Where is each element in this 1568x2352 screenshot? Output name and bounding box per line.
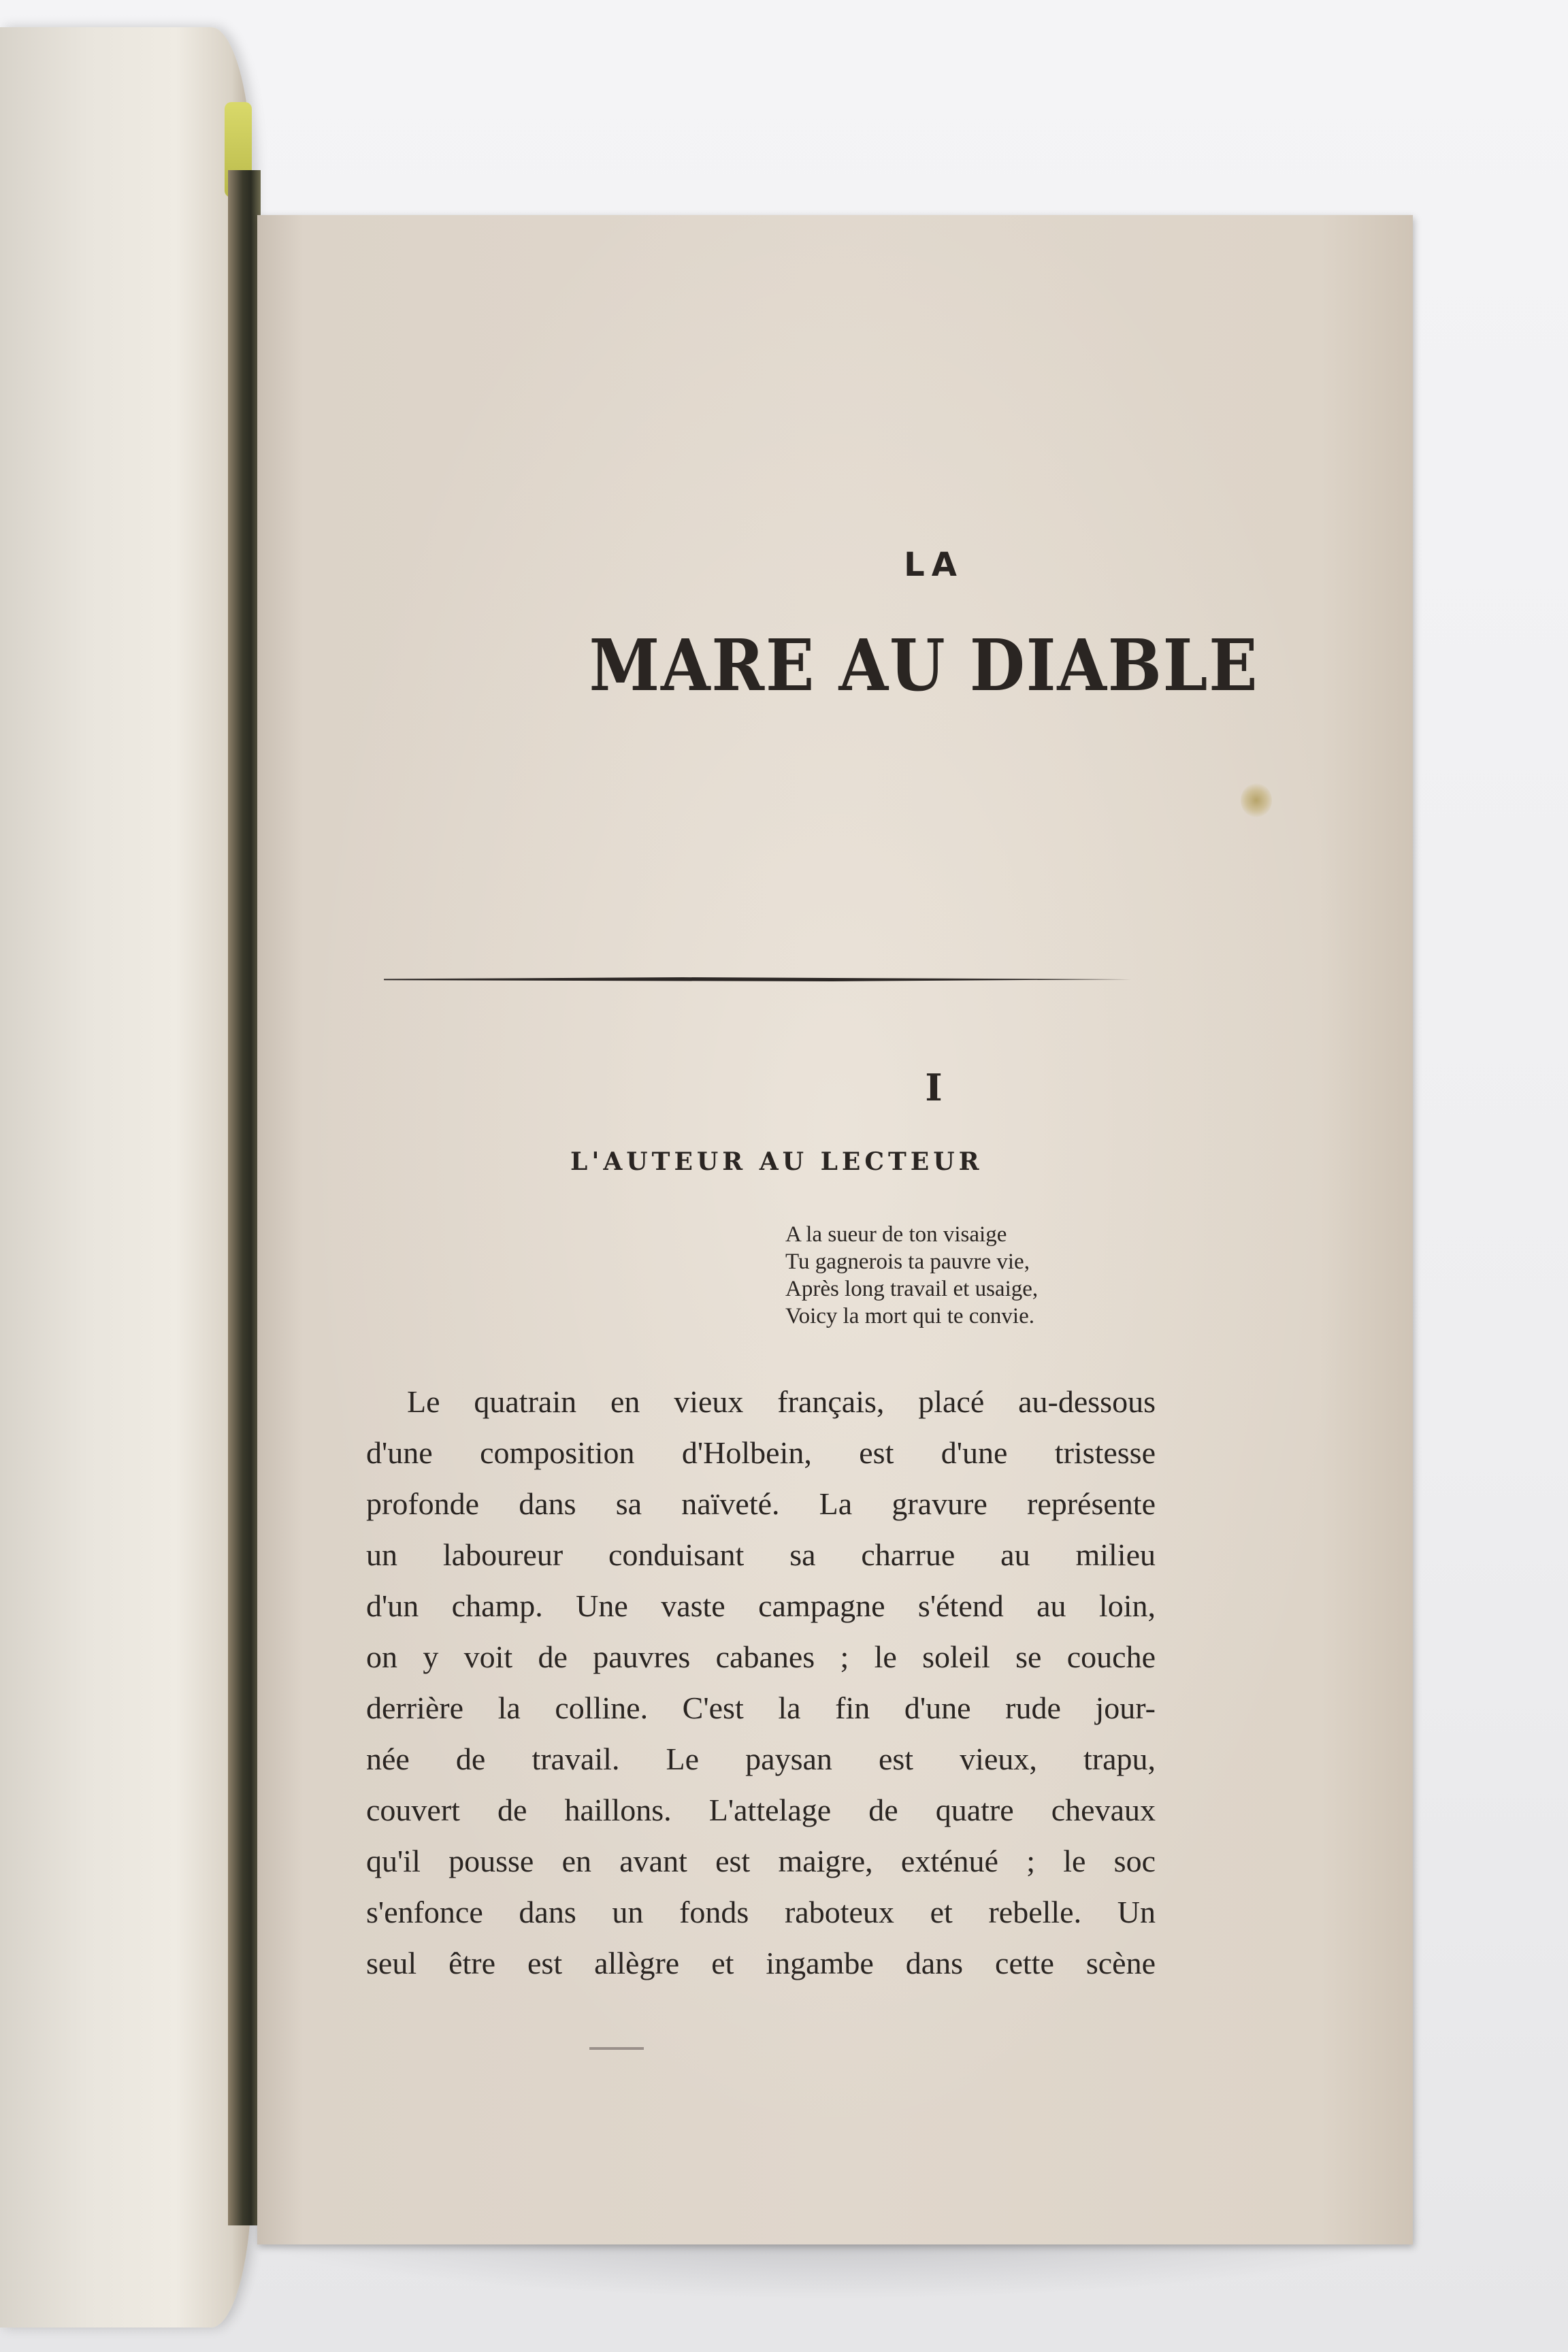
page-content bbox=[257, 215, 1413, 2244]
text-line: s'enfonce dans un fonds raboteux et rebelle. Un bbox=[366, 1895, 1156, 1929]
book-spine-edge bbox=[228, 170, 261, 2225]
text-line: on y voit de pauvres cabanes ; le soleil se couche bbox=[366, 1639, 1156, 1674]
text-line: profonde dans sa naïveté. La gravure représente bbox=[366, 1486, 1156, 1521]
text-line: d'un champ. Une vaste campagne s'étend au loin, bbox=[366, 1588, 1156, 1623]
body-paragraph bbox=[366, 1376, 1156, 1989]
chapter-number: I bbox=[925, 1066, 943, 1109]
title-article: LA bbox=[904, 546, 964, 584]
bottom-dash bbox=[589, 2047, 644, 2050]
book-title: MARE AU DIABLE bbox=[589, 623, 1259, 707]
epigraph bbox=[785, 1221, 1038, 1330]
epigraph-line: Voicy la mort qui te convie. bbox=[785, 1304, 1034, 1328]
text-line: couvert de haillons. L'attelage de quatre chevaux bbox=[366, 1793, 1156, 1827]
epigraph-line: Après long travail et usaige, bbox=[785, 1277, 1039, 1301]
text-line: Le quatrain en vieux français, placé au-dessous bbox=[407, 1384, 1156, 1419]
text-line: d'une composition d'Holbein, est d'une tristesse bbox=[366, 1435, 1156, 1470]
book-page bbox=[257, 215, 1413, 2244]
text-line: un laboureur conduisant sa charrue au milieu bbox=[366, 1537, 1156, 1572]
text-line: née de travail. Le paysan est vieux, trapu, bbox=[366, 1742, 1156, 1776]
text-line: qu'il pousse en avant est maigre, exténué ; le soc bbox=[366, 1844, 1156, 1878]
title-rule bbox=[384, 977, 1131, 981]
epigraph-line: A la sueur de ton visaige bbox=[785, 1222, 1007, 1247]
chapter-title: L'AUTEUR AU LECTEUR bbox=[570, 1147, 983, 1176]
text-line: derrière la colline. C'est la fin d'une rude jour- bbox=[366, 1690, 1156, 1725]
text-line: seul être est allègre et ingambe dans cette scène bbox=[366, 1946, 1156, 1980]
left-page bbox=[0, 27, 252, 2328]
epigraph-line: Tu gagnerois ta pauvre vie, bbox=[785, 1250, 1030, 1274]
